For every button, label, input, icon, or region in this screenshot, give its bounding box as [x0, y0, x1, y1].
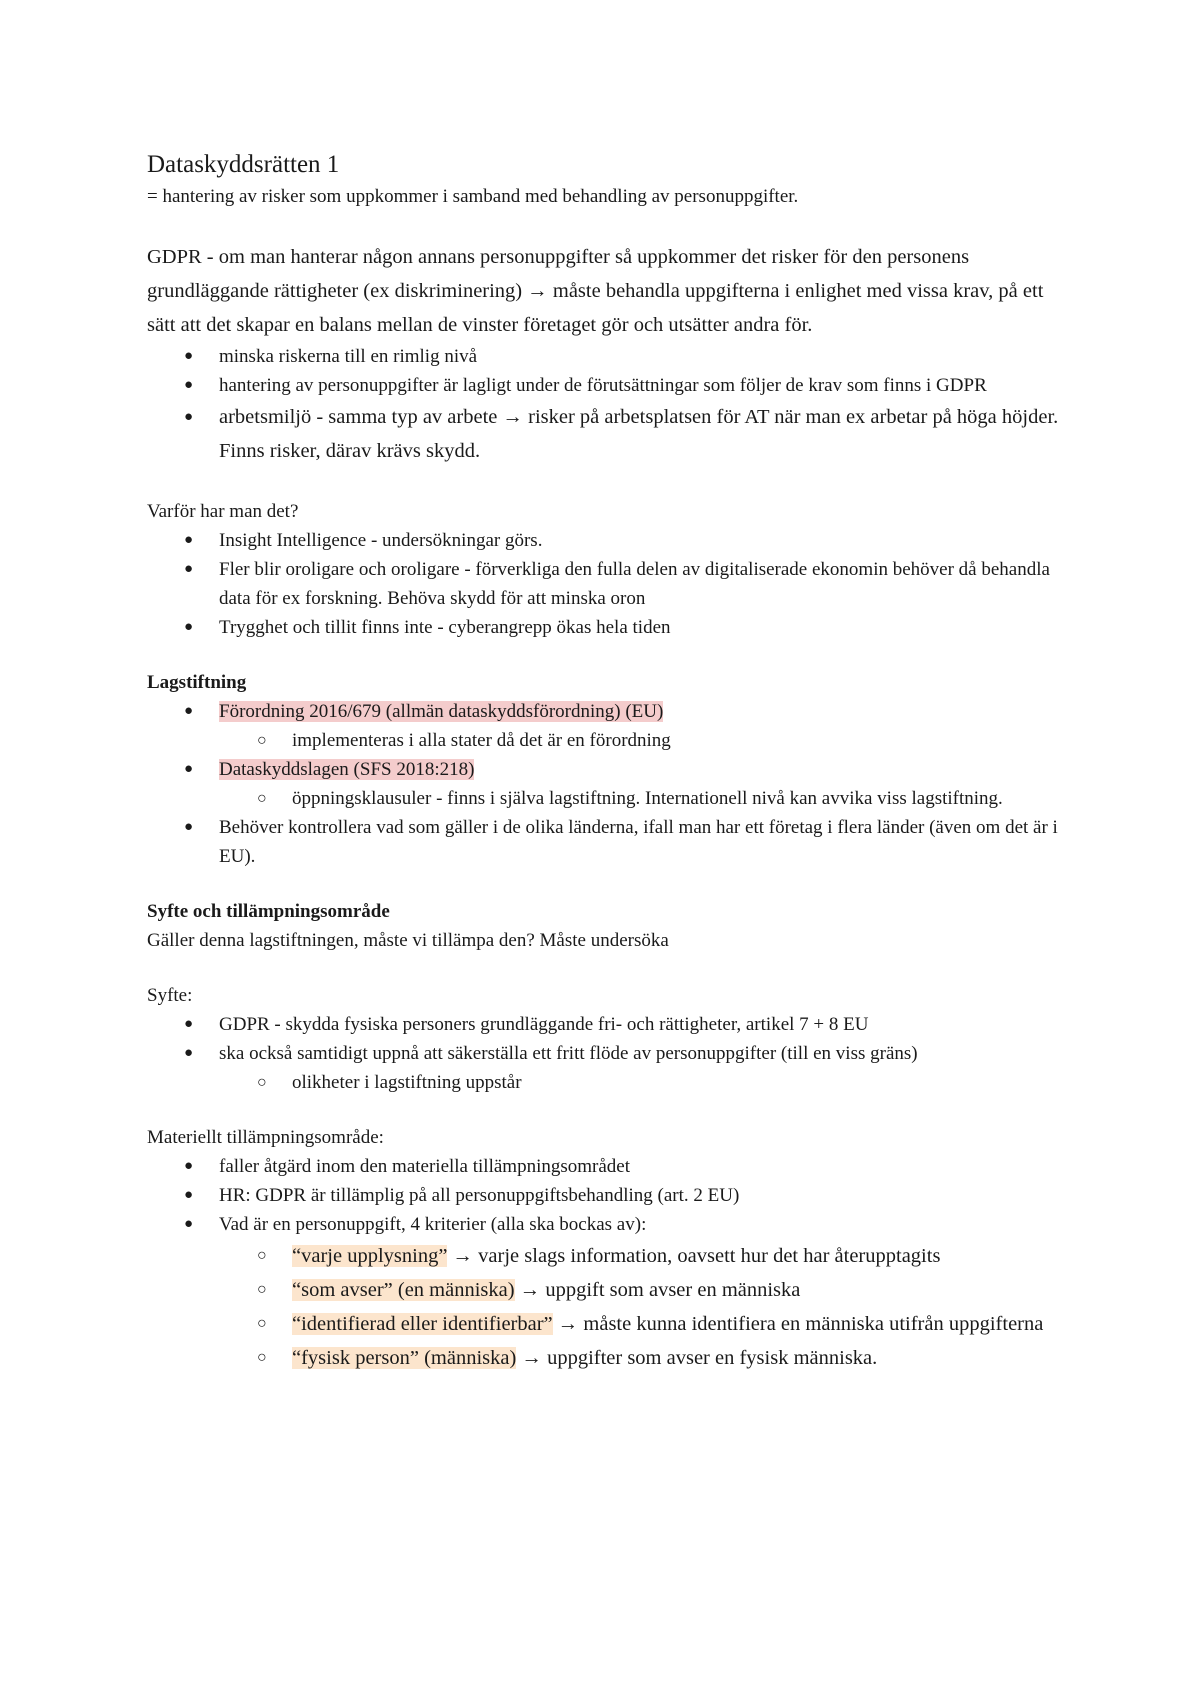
highlighted-criterion: “som avser” (en människa) — [292, 1279, 515, 1301]
bullet-icon: ● — [184, 1216, 194, 1232]
document-title: Dataskyddsrätten 1 — [147, 151, 340, 178]
syfte-list — [147, 1010, 1067, 1097]
highlighted-law: Dataskyddslagen (SFS 2018:218) — [219, 759, 475, 780]
spacer — [147, 211, 1067, 240]
spacer — [147, 871, 1067, 897]
list-item — [147, 697, 1067, 726]
lagstiftning-list — [147, 697, 1067, 871]
gdpr-intro-paragraph: GDPR - om man hanterar någon annans personuppgifter så uppkommer det risker för den personens grundläggande rättigheter (ex diskriminering) → måste behandla uppgifterna i enlighet med vissa krav, på ett sätt att det skapar en balans mellan de vinster företaget gör och utsätter andra för. — [147, 246, 1044, 336]
syfte-section-text: Gäller denna lagstiftningen, måste vi tillämpa den? Måste undersöka — [147, 930, 669, 951]
list-item: ● HR: GDPR är tillämplig på all personuppgiftsbehandling (art. 2 EU) — [147, 1181, 1067, 1210]
bullet-icon: ● — [184, 409, 194, 425]
document-subtitle: = hantering av risker som uppkommer i samband med behandling av personuppgifter. — [147, 186, 799, 207]
bullet-icon: ● — [184, 619, 194, 635]
spacer — [147, 468, 1067, 497]
bullet-icon: ● — [184, 377, 194, 393]
hollow-bullet-icon: ○ — [257, 1315, 267, 1332]
syfte-label: Syfte: — [147, 985, 193, 1006]
hollow-bullet-icon: ○ — [257, 790, 267, 807]
bullet-icon: ● — [184, 561, 194, 577]
highlighted-criterion: “identifierad eller identifierbar” — [292, 1313, 553, 1335]
lagstiftning-heading: Lagstiftning — [147, 672, 247, 693]
list-item: ● Behöver kontrollera vad som gäller i de olika länderna, ifall man har ett företag i flera länder (även om det är i EU). — [147, 813, 1067, 871]
list-item: ○ “som avser” (en människa) → uppgift som avser en människa — [147, 1273, 1067, 1307]
bullet-icon: ● — [184, 1158, 194, 1174]
list-item: ● hantering av personuppgifter är lagligt under de förutsättningar som följer de krav som finns i GDPR — [147, 371, 1067, 400]
list-item: ○ öppningsklausuler - finns i själva lagstiftning. Internationell nivå kan avvika viss lagstiftning. — [147, 784, 1067, 813]
list-item: ○ olikheter i lagstiftning uppstår — [147, 1068, 1067, 1097]
hollow-bullet-icon: ○ — [257, 732, 267, 749]
list-item: ○ “identifierad eller identifierbar” → måste kunna identifiera en människa utifrån uppgifterna — [147, 1307, 1067, 1341]
hollow-bullet-icon: ○ — [257, 1349, 267, 1366]
materiellt-list — [147, 1152, 1067, 1375]
materiellt-label: Materiellt tillämpningsområde: — [147, 1127, 384, 1148]
bullet-icon: ● — [184, 1045, 194, 1061]
list-item: ● Fler blir oroligare och oroligare - förverkliga den fulla delen av digitaliserade ekonomin behöver då behandla data för ex forskning. Behöva skydd för att minska oron — [147, 555, 1067, 613]
highlighted-criterion: “fysisk person” (människa) — [292, 1347, 517, 1369]
list-item: ● Vad är en personuppgift, 4 kriterier (alla ska bockas av): — [147, 1210, 1067, 1239]
gdpr-bullet-list — [147, 342, 1067, 468]
spacer — [147, 642, 1067, 668]
document-page — [147, 148, 1067, 1375]
bullet-icon: ● — [184, 1187, 194, 1203]
list-item: ● ska också samtidigt uppnå att säkerställa ett fritt flöde av personuppgifter (till en viss gräns) — [147, 1039, 1067, 1068]
spacer — [147, 955, 1067, 981]
bullet-icon: ● — [184, 348, 194, 364]
bullet-icon: ● — [184, 703, 194, 719]
list-item: ● Trygghet och tillit finns inte - cyberangrepp ökas hela tiden — [147, 613, 1067, 642]
hollow-bullet-icon: ○ — [257, 1281, 267, 1298]
why-question: Varför har man det? — [147, 501, 299, 522]
list-item — [147, 755, 1067, 784]
list-item: ● faller åtgärd inom den materiella tillämpningsområdet — [147, 1152, 1067, 1181]
list-item: ○ implementeras i alla stater då det är en förordning — [147, 726, 1067, 755]
bullet-icon: ● — [184, 761, 194, 777]
list-item: ● GDPR - skydda fysiska personers grundläggande fri- och rättigheter, artikel 7 + 8 EU — [147, 1010, 1067, 1039]
bullet-icon: ● — [184, 1016, 194, 1032]
list-item: ○ “fysisk person” (människa) → uppgifter som avser en fysisk människa. — [147, 1341, 1067, 1375]
spacer — [147, 1097, 1067, 1123]
highlighted-criterion: “varje upplysning” — [292, 1245, 448, 1267]
hollow-bullet-icon: ○ — [257, 1074, 267, 1091]
hollow-bullet-icon: ○ — [257, 1247, 267, 1264]
list-item: ● arbetsmiljö - samma typ av arbete → risker på arbetsplatsen för AT när man ex arbetar på höga höjder. Finns risker, därav krävs skydd. — [147, 400, 1067, 468]
highlighted-law: Förordning 2016/679 (allmän dataskyddsförordning) (EU) — [219, 701, 664, 722]
why-bullet-list — [147, 526, 1067, 642]
syfte-section-heading: Syfte och tillämpningsområde — [147, 901, 390, 922]
list-item: ● minska riskerna till en rimlig nivå — [147, 342, 1067, 371]
list-item: ● Insight Intelligence - undersökningar görs. — [147, 526, 1067, 555]
list-item: ○ “varje upplysning” → varje slags information, oavsett hur det har återupptagits — [147, 1239, 1067, 1273]
bullet-icon: ● — [184, 532, 194, 548]
bullet-icon: ● — [184, 819, 194, 835]
